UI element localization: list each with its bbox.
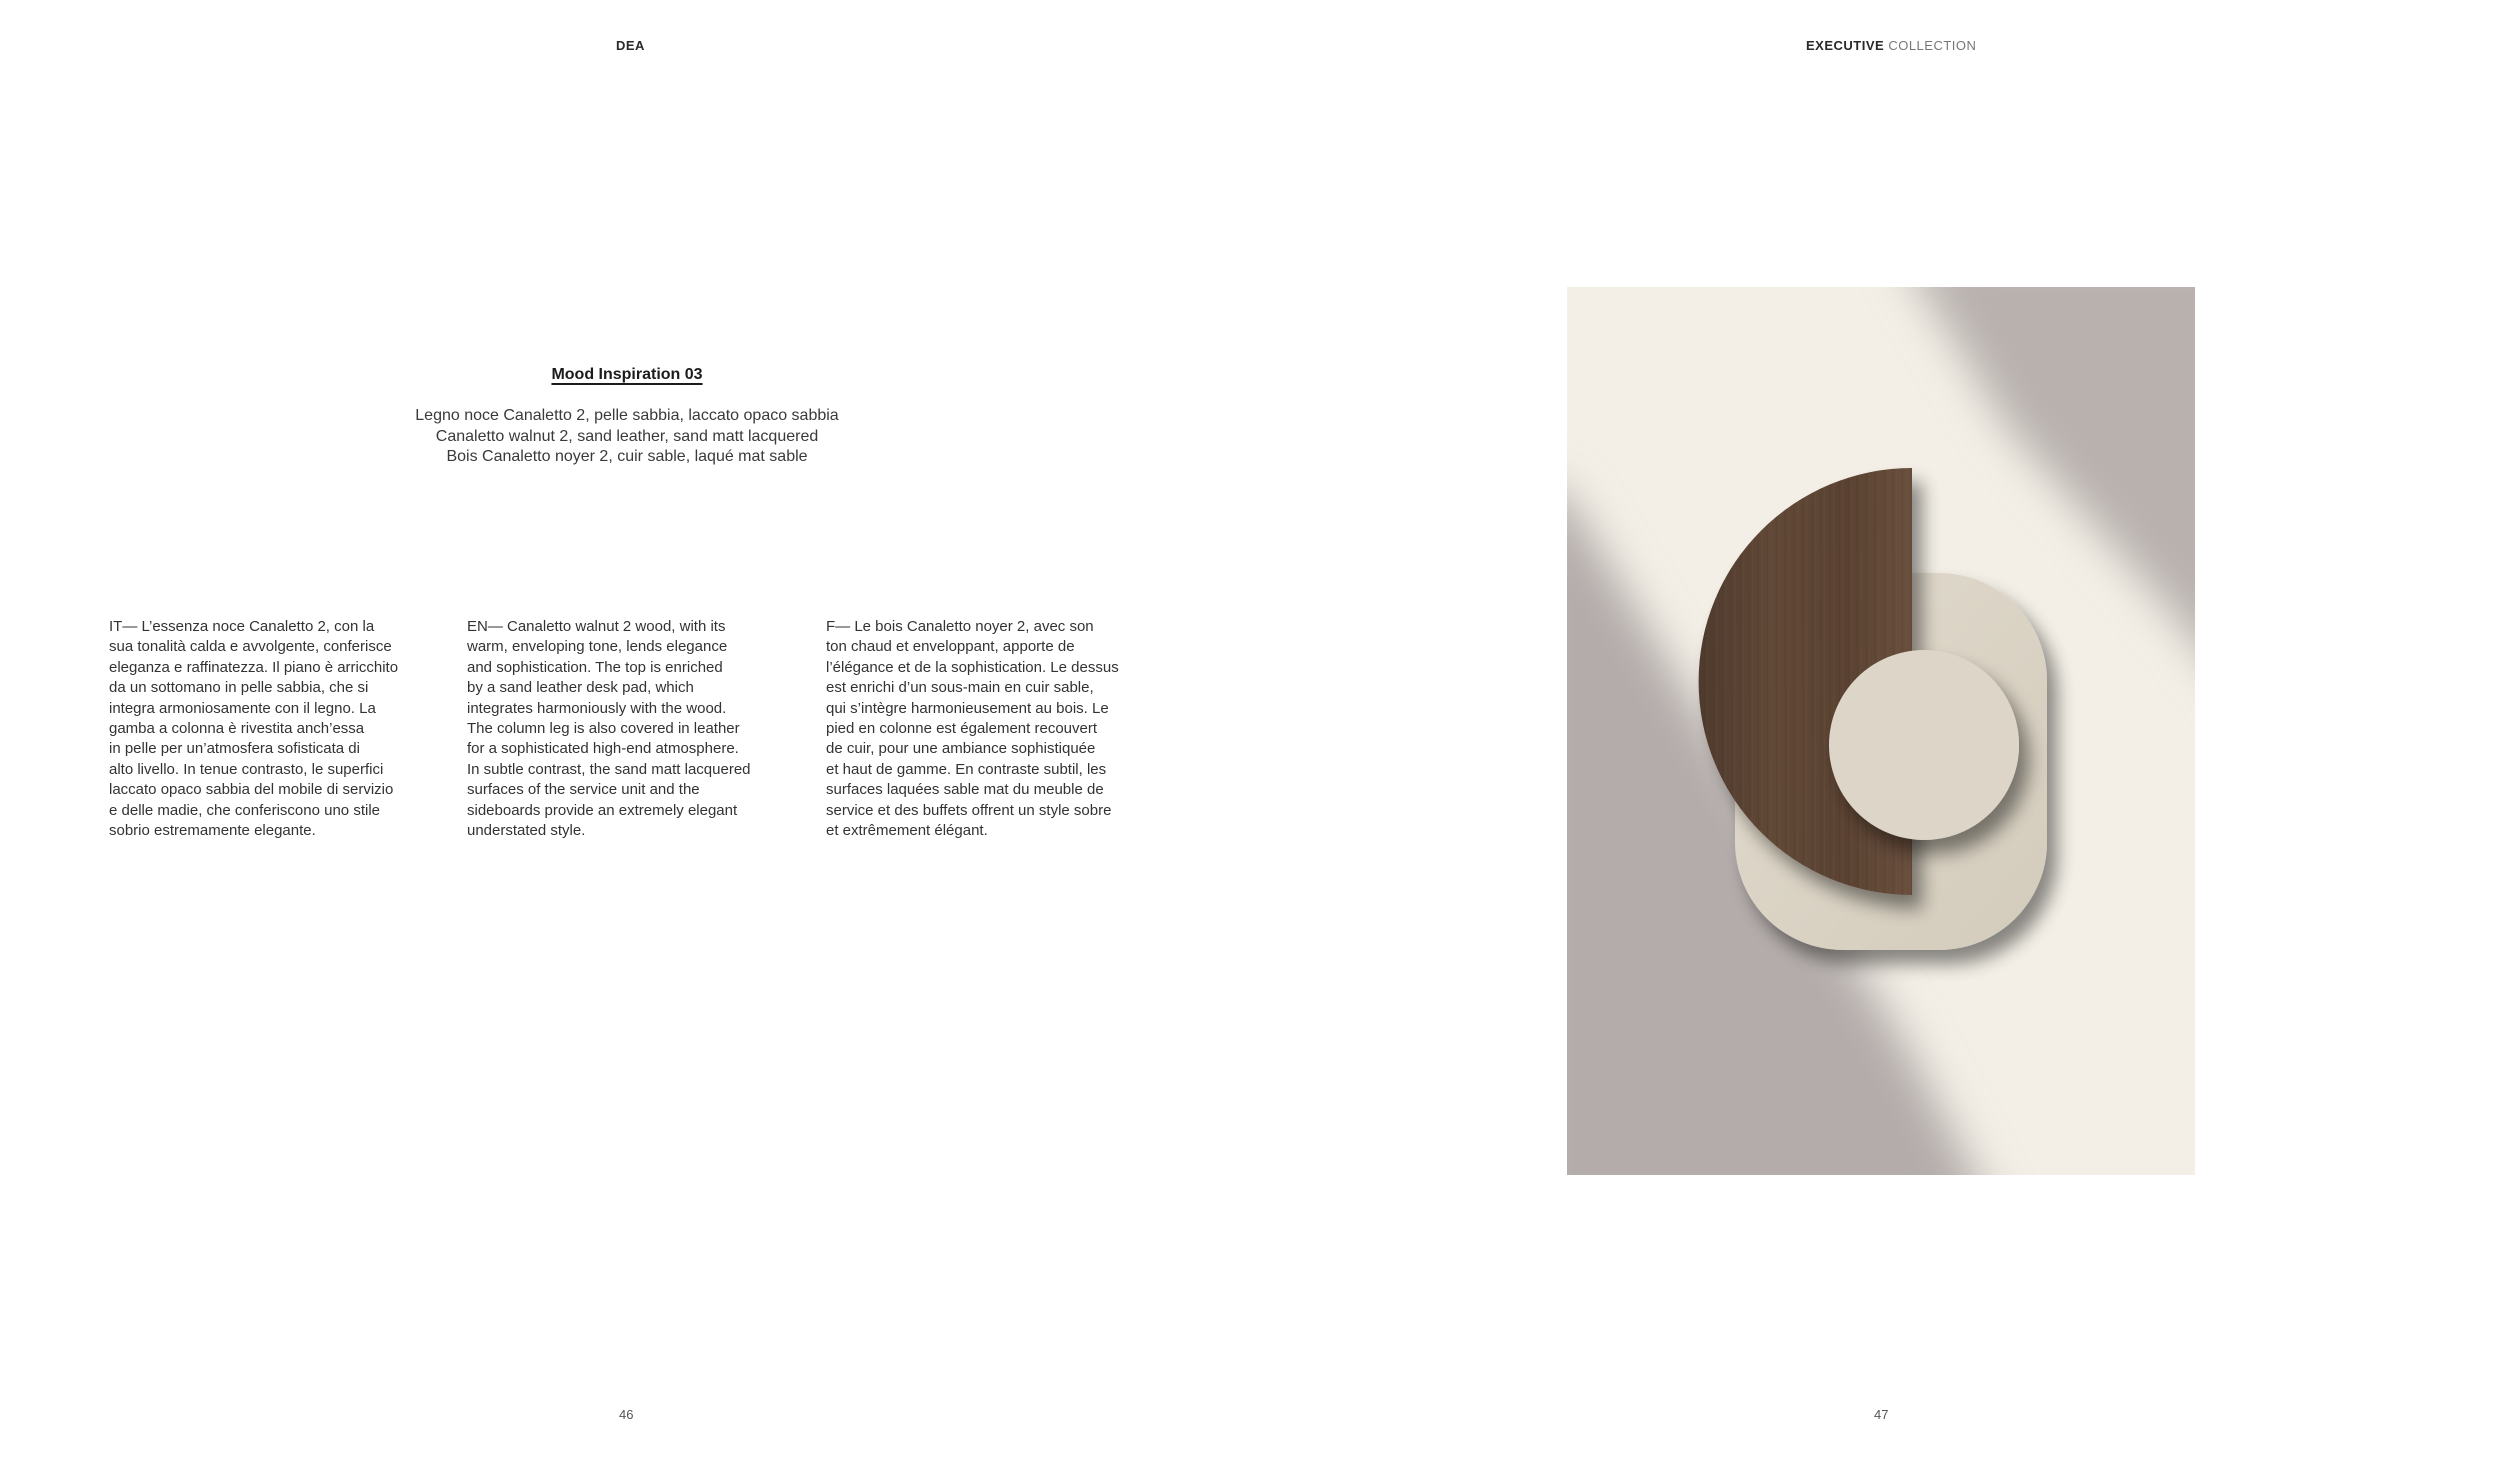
text-line: de cuir, pour une ambiance sophistiquée — [826, 740, 1096, 758]
running-head-right — [1806, 38, 1976, 53]
text-line: for a sophisticated high-end atmosphere. — [467, 740, 739, 758]
page-number-right: 47 — [1874, 1407, 1889, 1422]
text-line: e delle madie, che conferiscono uno stile — [109, 801, 380, 819]
page-title-text: Mood Inspiration 03 — [551, 366, 703, 383]
text-line: integrates harmoniously with the wood. — [467, 699, 727, 717]
text-line: integra armoniosamente con il legno. La — [109, 699, 376, 717]
text-line: alto livello. In tenue contrasto, le superfici — [109, 760, 384, 778]
description-french — [826, 617, 1156, 841]
running-head-left: DEA — [616, 38, 645, 53]
text-line: The column leg is also covered in leather — [467, 720, 740, 738]
text-line: qui s’intègre harmonieusement au bois. Le — [826, 699, 1109, 717]
text-line: EN— Canaletto walnut 2 wood, with its — [467, 618, 726, 635]
description-english — [467, 617, 797, 841]
description-italian — [109, 617, 439, 841]
text-line: ton chaud et enveloppant, apporte de — [826, 638, 1075, 656]
text-line: sua tonalità calda e avvolgente, conferisce — [109, 638, 392, 656]
text-line: understated style. — [467, 822, 586, 840]
text-line: eleganza e raffinatezza. Il piano è arricchito — [109, 658, 399, 676]
text-line: surfaces of the service unit and the — [467, 781, 700, 799]
text-line: IT— L’essenza noce Canaletto 2, con la — [109, 618, 375, 635]
mood-composition-illustration — [1567, 287, 2195, 1175]
text-line: sideboards provide an extremely elegant — [467, 801, 738, 819]
text-line: sobrio estremamente elegante. — [109, 822, 316, 840]
text-line: pied en colonne est également recouvert — [826, 720, 1098, 738]
text-line: est enrichi d’un sous-main en cuir sable, — [826, 679, 1094, 697]
text-line: by a sand leather desk pad, which — [467, 679, 694, 697]
text-line: et haut de gamme. En contraste subtil, les — [826, 760, 1107, 778]
text-line: da un sottomano in pelle sabbia, che si — [109, 679, 369, 697]
text-line: et extrêmement élégant. — [826, 822, 988, 840]
text-line: l’élégance et de la sophistication. Le dessus — [826, 658, 1119, 676]
materials-list — [0, 406, 1254, 468]
text-line: F— Le bois Canaletto noyer 2, avec son — [826, 618, 1094, 635]
page-title — [0, 366, 1254, 384]
materials-line-fr: Bois Canaletto noyer 2, cuir sable, laqué mat sable — [446, 448, 808, 465]
text-line: surfaces laquées sable mat du meuble de — [826, 781, 1104, 799]
text-line: service et des buffets offrent un style sobre — [826, 801, 1112, 819]
collection-name: EXECUTIVE — [1806, 38, 1885, 53]
materials-line-en: Canaletto walnut 2, sand leather, sand matt lacquered — [435, 427, 819, 445]
page-number-left: 46 — [619, 1407, 634, 1422]
sand-lacquer-circle — [1829, 650, 2019, 840]
mood-image — [1567, 287, 2195, 1175]
text-line: In subtle contrast, the sand matt lacquered — [467, 760, 751, 778]
text-line: laccato opaco sabbia del mobile di servizio — [109, 781, 394, 799]
text-line: and sophistication. The top is enriched — [467, 658, 723, 676]
collection-label: COLLECTION — [1888, 38, 1977, 53]
materials-line-it: Legno noce Canaletto 2, pelle sabbia, laccato opaco sabbia — [415, 407, 839, 424]
text-line: warm, enveloping tone, lends elegance — [467, 638, 728, 656]
text-line: gamba a colonna è rivestita anch’essa — [109, 720, 365, 738]
text-line: in pelle per un’atmosfera sofisticata di — [109, 740, 360, 758]
